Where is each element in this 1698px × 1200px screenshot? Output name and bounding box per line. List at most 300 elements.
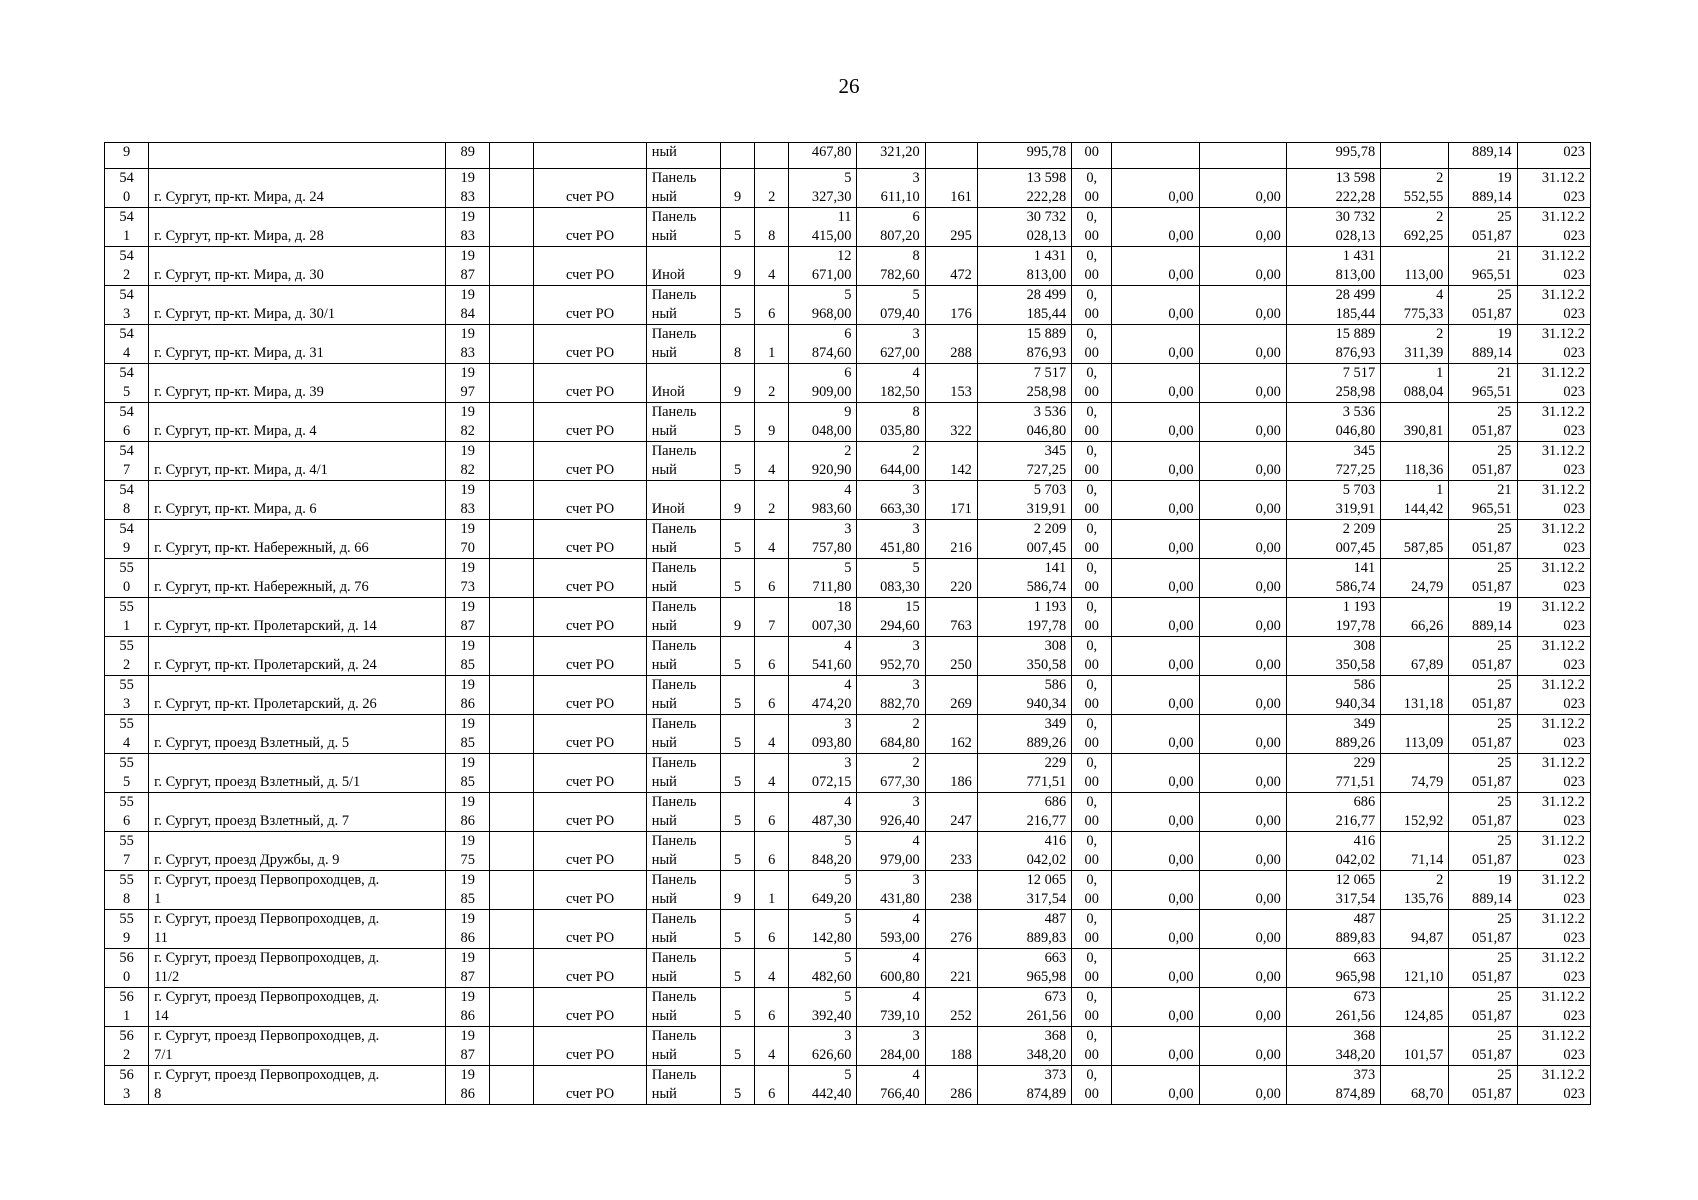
cell-line (1117, 1066, 1193, 1085)
rate-cell (1072, 871, 1112, 910)
living-area-cell (857, 143, 925, 169)
cell-line: 727,25 (1026, 462, 1067, 478)
cell-line: 0,00 (1168, 306, 1194, 322)
cell-line: 0 (122, 969, 131, 985)
cell-line: 586,74 (1335, 579, 1376, 595)
total-cost-cell (1286, 286, 1380, 325)
deadline-cell (1517, 754, 1590, 793)
cell-line (760, 481, 783, 500)
repair-cost-cell (977, 559, 1071, 598)
cell-line: 1 (768, 891, 776, 907)
row-number-cell (105, 403, 149, 442)
repair-cost-cell (977, 143, 1071, 169)
total-cost-cell (1286, 676, 1380, 715)
cell-line: 9 (733, 618, 742, 634)
cell-line (1386, 988, 1443, 1007)
cell-line: 321,20 (880, 144, 920, 160)
row-number-cell (105, 169, 149, 208)
total-cost-cell (1286, 559, 1380, 598)
cell-line (931, 481, 972, 500)
fund-2-cell (1199, 403, 1286, 442)
cell-line: 00 (1084, 774, 1099, 790)
rate-cell (1072, 364, 1112, 403)
cell-line: 6 (768, 657, 776, 673)
cell-line: 9 (844, 404, 852, 420)
floors-cell (721, 364, 755, 403)
cell-line: 55 (119, 599, 134, 615)
living-area-cell (857, 1027, 925, 1066)
fund-account-cell (534, 325, 646, 364)
cell-line: 19 (460, 716, 475, 732)
cell-line: 70 (460, 540, 475, 556)
cell-line: счет РО (566, 189, 615, 205)
cell-line: 185,44 (1026, 306, 1067, 322)
cell-line: 19 (460, 989, 475, 1005)
cell-line: 0, (1086, 209, 1098, 225)
living-area-cell (857, 169, 925, 208)
cell-line: ный (651, 657, 677, 673)
cell-line (1205, 403, 1281, 422)
row-number-cell (105, 676, 149, 715)
living-area-cell (857, 442, 925, 481)
cell-line: 25 (1497, 521, 1512, 537)
cell-line: 00 (1084, 1008, 1099, 1024)
cell-line: 3 (122, 696, 131, 712)
row-number-cell (105, 520, 149, 559)
cell-line: 101,57 (1403, 1047, 1444, 1063)
cell-line (495, 793, 528, 812)
cell-line (931, 286, 972, 305)
repair-cost-cell (977, 208, 1071, 247)
cell-line (931, 832, 972, 851)
cell-line (495, 988, 528, 1007)
cell-line: 6 (768, 852, 776, 868)
cell-line: 86 (460, 1008, 475, 1024)
cell-line: 5 (844, 911, 852, 927)
fund-1-cell (1112, 247, 1199, 286)
entrances-cell (755, 754, 789, 793)
cell-line: 051,87 (1472, 969, 1512, 985)
fund-1-cell (1112, 676, 1199, 715)
page-number: 26 (838, 74, 860, 98)
entrances-cell (755, 676, 789, 715)
cell-line: 663 (1044, 950, 1067, 966)
cell-line (1117, 481, 1193, 500)
cell-line: 317,54 (1335, 891, 1376, 907)
row-number-cell (105, 286, 149, 325)
fund-2-cell (1199, 442, 1286, 481)
cell-line: 0,00 (1168, 852, 1194, 868)
cell-line (1205, 1027, 1281, 1046)
cell-line (931, 403, 972, 422)
cell-line: 368 (1353, 1028, 1376, 1044)
table-row (105, 481, 1591, 520)
empty-cell (490, 442, 534, 481)
year-cell (446, 793, 490, 832)
cell-line: 00 (1084, 423, 1099, 439)
fund-1-cell (1112, 871, 1199, 910)
total-cost-cell (1286, 598, 1380, 637)
cell-line: 023 (1563, 540, 1585, 556)
cell-line: 87 (460, 969, 475, 985)
cell-line: счет РО (566, 423, 615, 439)
cell-line: 19 (460, 677, 475, 693)
cell-line (1205, 793, 1281, 812)
total-area-cell (789, 442, 857, 481)
cell-line: 229 (1353, 755, 1376, 771)
repair-cost-cell (977, 637, 1071, 676)
cell-line: ный (651, 618, 677, 634)
cell-line: 0,00 (1168, 813, 1194, 829)
cell-line: 5 (844, 170, 852, 186)
cell-line: 023 (1563, 267, 1585, 283)
cell-line: 6 (768, 696, 776, 712)
fund-account-cell (534, 286, 646, 325)
cost-limit-cell (1449, 286, 1517, 325)
cell-line: 042,02 (1335, 852, 1376, 868)
cell-line: 0, (1086, 404, 1098, 420)
address-cell (149, 208, 446, 247)
rate-cell (1072, 442, 1112, 481)
cell-line: 9 (122, 540, 131, 556)
cost-limit-cell (1449, 325, 1517, 364)
total-area-cell (789, 169, 857, 208)
deadline-cell (1517, 598, 1590, 637)
cell-line: 673 (1353, 989, 1376, 1005)
cell-line: 5 (733, 1008, 742, 1024)
cell-line: 2 (844, 443, 852, 459)
fund-account-cell (534, 676, 646, 715)
cell-line: 00 (1084, 930, 1099, 946)
cell-line: 2 (912, 443, 920, 459)
cell-line: 31.12.2 (1541, 872, 1585, 888)
cell-line: 19 (460, 872, 475, 888)
cell-line: 85 (460, 657, 475, 673)
deadline-cell (1517, 988, 1590, 1027)
cell-line: 600,80 (880, 969, 920, 985)
cost-limit-cell (1449, 598, 1517, 637)
cell-line (1117, 247, 1193, 266)
fund-2-cell (1199, 1027, 1286, 1066)
cell-line (760, 910, 783, 929)
cell-line: 288 (950, 345, 972, 361)
cell-line: 0,00 (1255, 813, 1281, 829)
total-area-cell (789, 988, 857, 1027)
cell-line: 0 (122, 189, 131, 205)
address-cell (149, 793, 446, 832)
cell-line: 431,80 (880, 891, 920, 907)
cell-line: 216,77 (1335, 813, 1376, 829)
cell-line (726, 143, 749, 162)
cell-line: 85 (460, 774, 475, 790)
cell-line: ный (651, 423, 677, 439)
cell-line (931, 169, 972, 188)
living-area-cell (857, 793, 925, 832)
fund-account-cell (534, 364, 646, 403)
cell-line: 238 (950, 891, 972, 907)
cell-line: 8 (912, 248, 920, 264)
empty-cell (490, 949, 534, 988)
cell-line: 176 (950, 306, 972, 322)
floors-cell (721, 793, 755, 832)
cell-line: 83 (460, 501, 475, 517)
entrances-cell (755, 169, 789, 208)
residents-cell (925, 949, 977, 988)
address-cell (149, 169, 446, 208)
cell-line: 023 (1563, 1008, 1585, 1024)
table-row (105, 988, 1591, 1027)
address-cell (149, 247, 446, 286)
cell-line: 28 499 (1335, 287, 1376, 303)
cell-line: 2 (912, 755, 920, 771)
cell-line: г. Сургут, пр-кт. Мира, д. 31 (154, 345, 324, 361)
cell-line: 739,10 (880, 1008, 920, 1024)
specific-cost-cell (1381, 403, 1449, 442)
cell-line: 3 (122, 306, 131, 322)
living-area-cell (857, 325, 925, 364)
cell-line (931, 715, 972, 734)
fund-1-cell (1112, 832, 1199, 871)
cell-line: 258,98 (1335, 384, 1376, 400)
table-row (105, 676, 1591, 715)
cell-line (652, 481, 715, 500)
cell-line: г. Сургут, пр-кт. Мира, д. 4/1 (154, 462, 328, 478)
repair-cost-cell (977, 520, 1071, 559)
cell-line: 0, (1086, 911, 1098, 927)
cell-line: 686 (1044, 794, 1067, 810)
cell-line: 7/1 (154, 1047, 173, 1063)
cell-line (1386, 520, 1443, 539)
cell-line: 220 (950, 579, 972, 595)
cell-line: ный (651, 345, 677, 361)
cell-line (495, 403, 528, 422)
cell-line: 023 (1563, 144, 1585, 160)
fund-account-cell (534, 442, 646, 481)
cell-line: 007,45 (1335, 540, 1376, 556)
total-cost-cell (1286, 754, 1380, 793)
cell-line: г. Сургут, пр-кт. Пролетарский, д. 14 (154, 618, 377, 634)
fund-account-cell (534, 208, 646, 247)
floors-cell (721, 481, 755, 520)
cell-line: 007,30 (811, 618, 852, 634)
year-cell (446, 988, 490, 1027)
deadline-cell (1517, 871, 1590, 910)
cell-line: 0,00 (1168, 696, 1194, 712)
rate-cell (1072, 598, 1112, 637)
row-number-cell (105, 442, 149, 481)
housing-register-table (104, 142, 1591, 1105)
living-area-cell (857, 910, 925, 949)
total-area-cell (789, 143, 857, 169)
cell-line: 686 (1353, 794, 1376, 810)
cell-line: 552,55 (1403, 189, 1444, 205)
specific-cost-cell (1381, 676, 1449, 715)
specific-cost-cell (1381, 286, 1449, 325)
table-row (105, 143, 1591, 169)
cell-line: 11/2 (154, 969, 180, 985)
cell-line: 644,00 (880, 462, 920, 478)
specific-cost-cell (1381, 871, 1449, 910)
cell-line: г. Сургут, пр-кт. Мира, д. 24 (154, 189, 324, 205)
cell-line: 0, (1086, 1067, 1098, 1083)
cell-line (760, 637, 783, 656)
cell-line: 186 (950, 774, 972, 790)
cell-line: 308 (1044, 638, 1067, 654)
cell-line: 171 (950, 501, 972, 517)
total-area-cell (789, 832, 857, 871)
cell-line: 663,30 (880, 501, 920, 517)
cell-line: 31.12.2 (1541, 365, 1585, 381)
cell-line: 0, (1086, 755, 1098, 771)
cell-line: 11 (837, 209, 852, 225)
empty-cell (490, 910, 534, 949)
cell-line: 31.12.2 (1541, 716, 1585, 732)
cell-line: счет РО (566, 657, 615, 673)
cell-line (495, 754, 528, 773)
table-row (105, 559, 1591, 598)
cell-line: 144,42 (1403, 501, 1444, 517)
empty-cell (490, 637, 534, 676)
entrances-cell (755, 832, 789, 871)
cell-line: 046,80 (1335, 423, 1376, 439)
cell-line (1386, 949, 1443, 968)
cell-line: 2 209 (1342, 521, 1376, 537)
cell-line: 051,87 (1472, 423, 1512, 439)
fund-account-cell (534, 754, 646, 793)
cell-line (1386, 637, 1443, 656)
row-number-cell (105, 988, 149, 1027)
cell-line: 5 (912, 287, 920, 303)
fund-1-cell (1112, 286, 1199, 325)
cell-line: 051,87 (1472, 462, 1512, 478)
row-number-cell (105, 559, 149, 598)
cell-line: 4 (768, 267, 776, 283)
entrances-cell (755, 143, 789, 169)
cell-line: 3 (844, 521, 852, 537)
cell-line: 5 (122, 774, 131, 790)
cell-line: 5 (122, 384, 131, 400)
floors-cell (721, 403, 755, 442)
cost-limit-cell (1449, 403, 1517, 442)
cell-line (760, 286, 783, 305)
cost-limit-cell (1449, 910, 1517, 949)
deadline-cell (1517, 286, 1590, 325)
address-cell (149, 715, 446, 754)
residents-cell (925, 598, 977, 637)
residents-cell (925, 676, 977, 715)
cell-line (1117, 676, 1193, 695)
cell-line: 54 (119, 365, 134, 381)
cell-line: 2 (1436, 170, 1444, 186)
cost-limit-cell (1449, 793, 1517, 832)
year-cell (446, 832, 490, 871)
cell-line: 121,10 (1403, 969, 1444, 985)
total-area-cell (789, 598, 857, 637)
cell-line (760, 949, 783, 968)
cell-line (726, 559, 749, 578)
address-cell (149, 1027, 446, 1066)
cell-line: 6 (844, 365, 852, 381)
cell-line: 6 (912, 209, 920, 225)
cell-line: 368 (1044, 1028, 1067, 1044)
living-area-cell (857, 988, 925, 1027)
cell-line: 0,00 (1255, 774, 1281, 790)
total-area-cell (789, 481, 857, 520)
specific-cost-cell (1381, 442, 1449, 481)
cell-line: 952,70 (880, 657, 920, 673)
address-cell (149, 403, 446, 442)
wall-material-cell (646, 1066, 720, 1105)
wall-material-cell (646, 481, 720, 520)
fund-2-cell (1199, 637, 1286, 676)
cell-line: 2 (122, 267, 131, 283)
cell-line: 83 (460, 228, 475, 244)
cell-line: 8 (912, 404, 920, 420)
cell-line (760, 1066, 783, 1085)
cell-line: 023 (1563, 1047, 1585, 1063)
specific-cost-cell (1381, 1066, 1449, 1105)
cell-line: 3 (844, 716, 852, 732)
cell-line: 21 (1497, 482, 1512, 498)
rate-cell (1072, 1027, 1112, 1066)
cell-line: 0,00 (1255, 657, 1281, 673)
cell-line (1205, 442, 1281, 461)
cell-line: 487,30 (811, 813, 852, 829)
cell-line: 25 (1497, 989, 1512, 1005)
year-cell (446, 169, 490, 208)
cell-line: 5 (733, 540, 742, 556)
cell-line (1205, 832, 1281, 851)
cell-line: 5 (733, 774, 742, 790)
cell-line (726, 520, 749, 539)
total-cost-cell (1286, 715, 1380, 754)
cell-line: 19 (460, 326, 475, 342)
cell-line: Панель (651, 677, 697, 693)
cell-line: 0, (1086, 521, 1098, 537)
cell-line: Панель (651, 1067, 697, 1083)
cell-line: 046,80 (1026, 423, 1067, 439)
floors-cell (721, 598, 755, 637)
cell-line: г. Сургут, проезд Первопроходцев, д. (154, 1067, 380, 1083)
cell-line: 0,00 (1255, 462, 1281, 478)
cell-line: 84 (460, 306, 475, 322)
cell-line: 7 (122, 462, 131, 478)
cell-line (1117, 364, 1193, 383)
cell-line: 4 (844, 482, 852, 498)
floors-cell (721, 910, 755, 949)
cell-line: 1 431 (1033, 248, 1067, 264)
cell-line (760, 988, 783, 1007)
deadline-cell (1517, 169, 1590, 208)
cell-line: 00 (1084, 1047, 1099, 1063)
cell-line: 023 (1563, 735, 1585, 751)
repair-cost-cell (977, 442, 1071, 481)
rate-cell (1072, 1066, 1112, 1105)
cell-line: 19 (460, 950, 475, 966)
row-number-cell (105, 364, 149, 403)
cell-line: 349 (1044, 716, 1067, 732)
deadline-cell (1517, 676, 1590, 715)
cell-line (1117, 754, 1193, 773)
cell-line: Иной (651, 384, 685, 400)
cost-limit-cell (1449, 676, 1517, 715)
cell-line: ный (651, 891, 677, 907)
residents-cell (925, 520, 977, 559)
fund-1-cell (1112, 988, 1199, 1027)
address-cell (149, 143, 446, 169)
cell-line: счет РО (566, 267, 615, 283)
repair-cost-cell (977, 988, 1071, 1027)
